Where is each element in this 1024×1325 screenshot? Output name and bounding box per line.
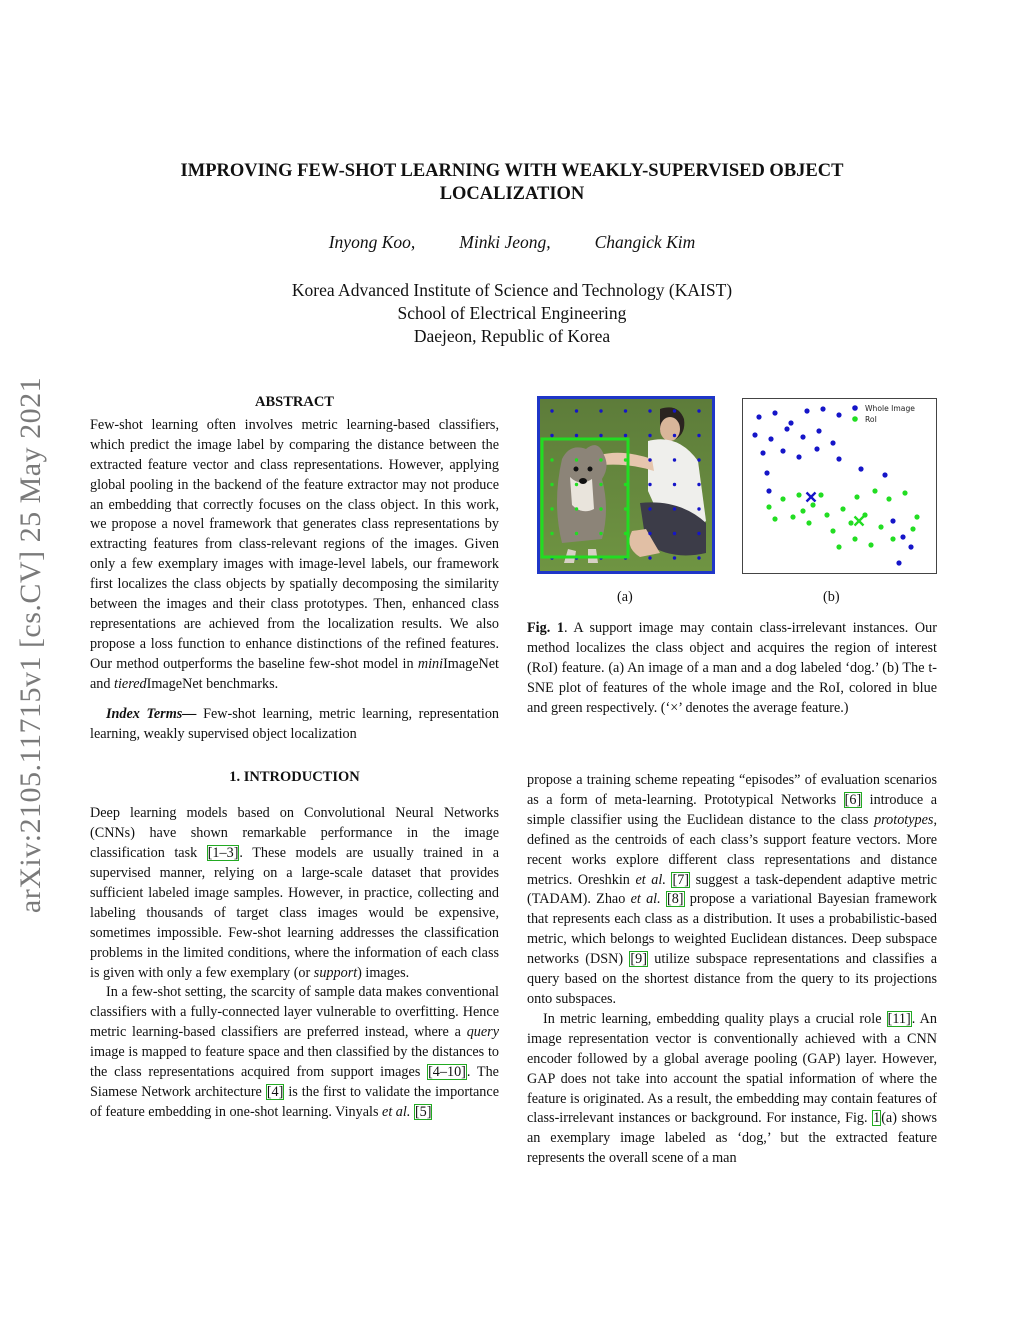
- whole-grid-point: [697, 409, 700, 412]
- tsne-point-whole: [836, 412, 841, 417]
- citation-link[interactable]: [4]: [266, 1084, 284, 1100]
- tsne-point-whole: [896, 560, 901, 565]
- roi-grid-point: [624, 532, 627, 535]
- tsne-point-whole: [772, 410, 777, 415]
- roi-grid-point: [575, 458, 578, 461]
- whole-grid-point: [550, 409, 553, 412]
- affiliation-location: Daejeon, Republic of Korea: [413, 326, 611, 346]
- tsne-point-roi: [902, 490, 907, 495]
- tsne-point-whole: [796, 454, 801, 459]
- tsne-point-whole: [816, 428, 821, 433]
- affiliation: [0, 279, 1024, 348]
- roi-grid-point: [550, 507, 553, 510]
- author-2: Minki Jeong,: [459, 232, 551, 252]
- whole-grid-point: [575, 409, 578, 412]
- whole-grid-point: [599, 434, 602, 437]
- roi-bounding-box: [542, 439, 628, 557]
- intro-heading: 1. INTRODUCTION: [229, 769, 360, 786]
- whole-grid-point: [673, 507, 676, 510]
- tsne-point-whole: [760, 450, 765, 455]
- whole-grid-point: [697, 507, 700, 510]
- whole-grid-point: [673, 483, 676, 486]
- tsne-point-whole: [780, 448, 785, 453]
- tsne-point-whole: [768, 436, 773, 441]
- tsne-point-whole: [756, 414, 761, 419]
- whole-grid-point: [648, 458, 651, 461]
- whole-grid-point: [648, 532, 651, 535]
- roi-grid-point: [550, 483, 553, 486]
- tsne-point-roi: [772, 516, 777, 521]
- right-paragraph-2: In metric learning, embedding quality plays a crucial role [11]. An image representation vector is conventionally achieved with a CNN encoder followed by a global average pooling (GAP) layer. However, GAP does not take into account the spatial information of where the feature is originated. As a result, the embedding may contain features of class-irrelevant instances or background. For instance, Fig. 1(a) shows an exemplary image labeled as ‘dog,’ but the extracted feature represents the overall scene of a man: [527, 1010, 937, 1167]
- roi-grid-point: [624, 483, 627, 486]
- tsne-point-whole: [764, 470, 769, 475]
- whole-grid-point: [673, 409, 676, 412]
- whole-grid-point: [697, 458, 700, 461]
- tsne-point-whole: [820, 406, 825, 411]
- tsne-point-whole: [752, 432, 757, 437]
- tsne-point-roi: [914, 514, 919, 519]
- author-1: Inyong Koo,: [328, 232, 416, 252]
- legend-roi-label: RoI: [865, 415, 877, 424]
- whole-grid-point: [697, 556, 700, 559]
- tsne-point-roi: [830, 528, 835, 533]
- citation-link[interactable]: [4–10]: [428, 1064, 466, 1081]
- paper-title: [120, 160, 904, 206]
- tsne-point-whole: [900, 534, 905, 539]
- tsne-point-roi: [796, 492, 801, 497]
- tsne-scatter: [743, 399, 936, 573]
- tsne-point-roi: [878, 524, 883, 529]
- tsne-mean-roi-marker: [855, 517, 864, 526]
- roi-grid-point: [575, 507, 578, 510]
- tsne-point-roi: [872, 488, 877, 493]
- whole-grid-point: [648, 409, 651, 412]
- tsne-point-roi: [800, 508, 805, 513]
- tsne-point-roi: [810, 502, 815, 507]
- whole-grid-point: [673, 434, 676, 437]
- title-line-1: IMPROVING FEW-SHOT LEARNING WITH WEAKLY-SUPERVISED OBJECT: [180, 161, 844, 181]
- tsne-point-roi: [886, 496, 891, 501]
- roi-grid-point: [599, 507, 602, 510]
- citation-link[interactable]: [5]: [414, 1103, 432, 1120]
- title-line-2: LOCALIZATION: [439, 184, 585, 204]
- tsne-mean-whole-marker: [807, 493, 816, 502]
- tsne-plot: [742, 398, 937, 574]
- whole-grid-point: [648, 434, 651, 437]
- tsne-point-roi: [824, 512, 829, 517]
- citation-link[interactable]: [8]: [666, 891, 684, 908]
- tsne-point-whole: [766, 488, 771, 493]
- abstract-heading: ABSTRACT: [255, 394, 334, 410]
- intro-paragraph-1: Deep learning models based on Convolutional Neural Networks (CNNs) have shown remarkable performance in the image classification task [1–3]. These models are usually trained in a supervised manner, relying on a large-scale dataset that provides sufficient labeled image samples. However, in practice, collecting and labeling thousands of target class images would be expensive, sometimes impossible. Few-shot learning addresses the classification problems in the limited conditions, where the information of each class is given with only a few exemplary (or support) images.: [90, 805, 499, 981]
- roi-grid-point: [550, 458, 553, 461]
- whole-grid-point: [697, 532, 700, 535]
- whole-grid-point: [673, 458, 676, 461]
- author-list: [0, 232, 1024, 253]
- intro-paragraph-2: In a few-shot setting, the scarcity of sample data makes conventional classifiers with a fully-connected layer vulnerable to overfitting. Hence metric learning-based classifiers are preferred instead, where a query image is mapped to feature space and then classified by the distances to the class representations acquired from support images [4–10]. The Siamese Network architecture [4] is the first to validate the importance of feature embedding in one-shot learning. Vinyals et al. [5]: [90, 984, 499, 1120]
- abstract-body: Few-shot learning often involves metric learning-based classifiers, which predict the image label by comparing the distance between the extracted feature vector and class representations. However, applying global pooling in the backend of the feature extractor may not produce an embedding that correctly focuses on the class object. In this work, we propose a novel framework that generates class representations by extracting features from class-relevant regions of the images. Given only a few exemplary images with image-level labels, our framework first localizes the class objects by spatially decomposing the similarity between the images and their class prototypes. Then, enhanced class representations are achieved from the localization results. We also propose a loss function to enhance distinctions of the refined features. Our method outperforms the baseline few-shot model in miniImageNet and tieredImageNet benchmarks.: [90, 416, 499, 692]
- citation-link[interactable]: [7]: [672, 871, 690, 888]
- legend-roi-marker: [852, 416, 858, 422]
- tsne-point-whole: [814, 446, 819, 451]
- tsne-legend: [852, 404, 915, 424]
- roi-grid-point: [599, 532, 602, 535]
- right-paragraph-1: propose a training scheme repeating “episodes” of evaluation scenarios as a form of meta-learning. Prototypical Networks [6] introduce a simple classifier using the Euclidean distance to the class prototypes, defined as the centroids of each class’s support feature vectors. More recent works explore different class representations and distance metrics. Oreshkin et al. [7] suggest a task-dependent adaptive metric (TADAM). Zhao et al. [8] propose a variational Bayesian framework that represents each class as a distribution. It uses a probabilistic-based metric, which belongs to weighted Euclidean distances. Deep subspace networks (DSN) [9] utilize subspace representations and classifies a query based on the shortest distance from the query to its projections onto subspaces.: [527, 772, 938, 1007]
- support-image-photo: [537, 396, 715, 574]
- whole-grid-point: [550, 434, 553, 437]
- author-3: Changick Kim: [594, 232, 696, 252]
- tsne-point-roi: [890, 536, 895, 541]
- whole-grid-point: [575, 434, 578, 437]
- tsne-point-roi: [766, 504, 771, 509]
- tsne-point-whole: [908, 544, 913, 549]
- whole-grid-point: [697, 483, 700, 486]
- roi-grid-point: [624, 458, 627, 461]
- right-column: [527, 771, 937, 1169]
- tsne-point-roi: [840, 506, 845, 511]
- tsne-point-roi: [852, 536, 857, 541]
- legend-whole-label: Whole Image: [865, 404, 915, 413]
- subfigure-label-b: (b): [823, 589, 840, 605]
- roi-overlay: [540, 399, 712, 571]
- roi-grid-point: [599, 483, 602, 486]
- whole-grid-point: [648, 556, 651, 559]
- arxiv-sidebar: [8, 345, 54, 945]
- tsne-point-roi: [910, 526, 915, 531]
- tsne-point-whole: [836, 456, 841, 461]
- arxiv-id: arXiv:2105.11715v1 [cs.CV] 25 May 2021: [14, 376, 47, 914]
- tsne-roi-points: [766, 488, 919, 549]
- whole-grid-point: [697, 434, 700, 437]
- tsne-point-roi: [806, 520, 811, 525]
- roi-grid-point: [599, 458, 602, 461]
- tsne-point-roi: [818, 492, 823, 497]
- figure-reference-link[interactable]: 1: [873, 1110, 881, 1127]
- tsne-point-whole: [804, 408, 809, 413]
- left-column: [90, 393, 499, 1123]
- whole-grid-point: [673, 556, 676, 559]
- citation-link[interactable]: [1–3]: [207, 845, 239, 862]
- tsne-whole-points: [752, 406, 913, 565]
- tsne-point-roi: [780, 496, 785, 501]
- citation-link[interactable]: [11]: [887, 1010, 911, 1027]
- tsne-point-whole: [800, 434, 805, 439]
- affiliation-institute: Korea Advanced Institute of Science and Technology (KAIST): [291, 280, 733, 300]
- tsne-point-roi: [836, 544, 841, 549]
- tsne-point-whole: [830, 440, 835, 445]
- whole-grid-point: [624, 434, 627, 437]
- citation-link[interactable]: [9]: [630, 951, 647, 968]
- tsne-point-roi: [790, 514, 795, 519]
- tsne-point-whole: [890, 518, 895, 523]
- tsne-point-whole: [858, 466, 863, 471]
- grid-points-roi: [550, 458, 627, 535]
- subfigure-label-a: (a): [617, 589, 633, 605]
- roi-grid-point: [575, 532, 578, 535]
- whole-grid-point: [648, 507, 651, 510]
- tsne-point-roi: [868, 542, 873, 547]
- whole-grid-point: [648, 483, 651, 486]
- tsne-point-roi: [854, 494, 859, 499]
- whole-grid-point: [624, 409, 627, 412]
- tsne-point-whole: [882, 472, 887, 477]
- roi-grid-point: [624, 507, 627, 510]
- tsne-point-whole: [788, 420, 793, 425]
- figure-caption: Fig. 1. A support image may contain class-irrelevant instances. Our method localizes the class object and acquires the region of interest (RoI) feature. (a) An image of a man and a dog labeled ‘dog.’ (b) The t-SNE plot of features of the whole image and the RoI, colored in blue and green respectively. (‘×’ denotes the average feature.): [527, 620, 937, 716]
- figure-1: [535, 396, 939, 578]
- roi-grid-point: [550, 532, 553, 535]
- tsne-point-roi: [848, 520, 853, 525]
- citation-link[interactable]: [6]: [844, 791, 862, 808]
- legend-whole-marker: [852, 405, 858, 411]
- whole-grid-point: [673, 532, 676, 535]
- tsne-point-whole: [784, 426, 789, 431]
- whole-grid-point: [599, 409, 602, 412]
- index-terms: Index Terms— Few-shot learning, metric learning, representation learning, weakly supervised object localization: [90, 705, 500, 742]
- roi-grid-point: [575, 483, 578, 486]
- affiliation-school: School of Electrical Engineering: [397, 303, 627, 323]
